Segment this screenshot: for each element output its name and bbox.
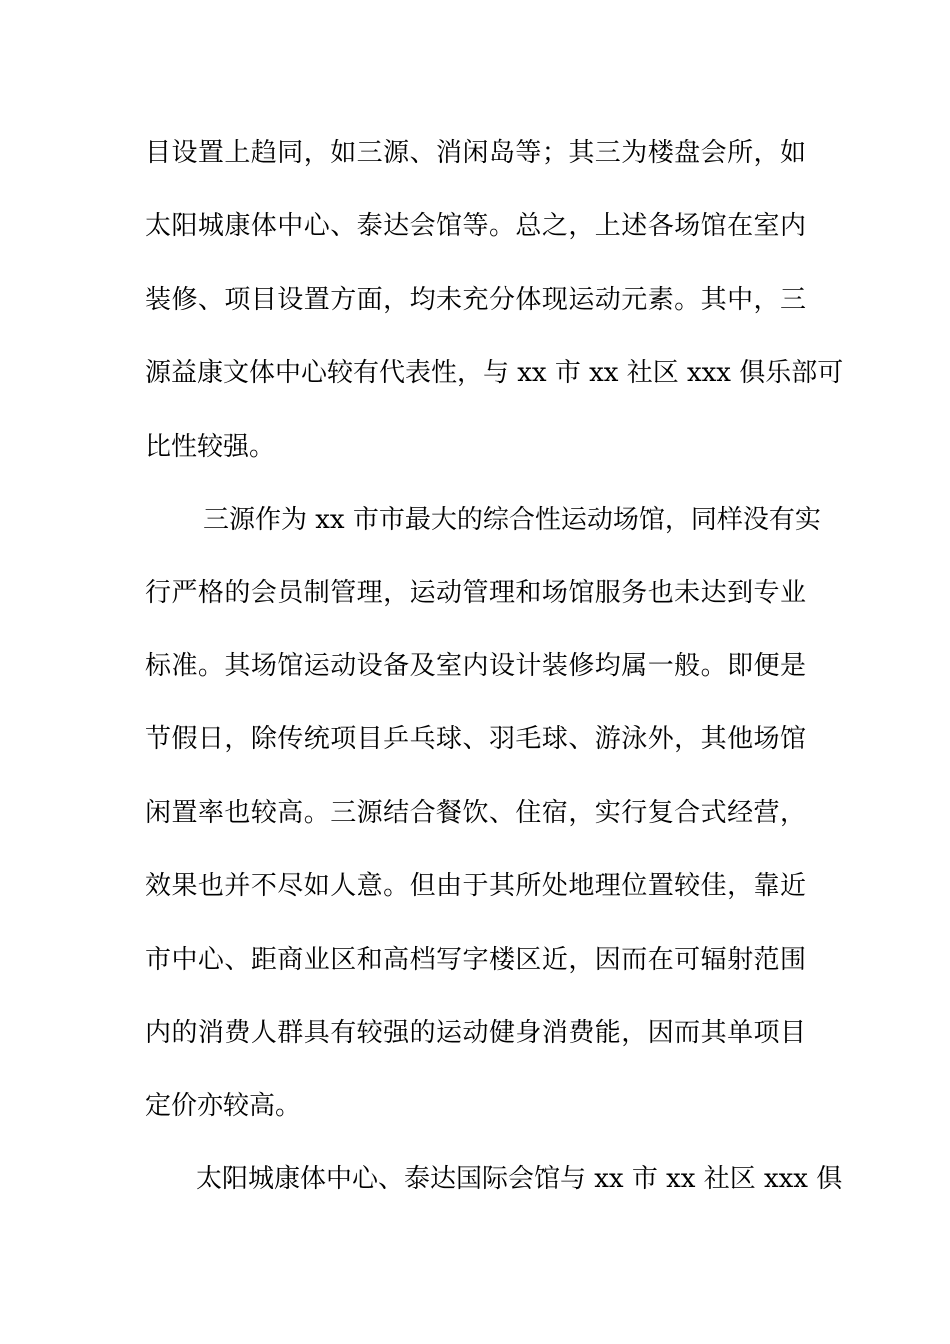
text-line: 比性较强。 [145, 432, 276, 462]
text-line: 源益康文体中心较有代表性，与 xx 市 xx 社区 xxx 俱乐部可 [145, 358, 844, 388]
text-line: 市中心、距商业区和高档写字楼区近，因而在可辐射范围 [145, 945, 806, 975]
text-line: 内的消费人群具有较强的运动健身消费能，因而其单项目 [145, 1018, 806, 1048]
text-line: 效果也并不尽如人意。但由于其所处地理位置较佳，靠近 [145, 871, 806, 901]
text-line: 目设置上趋同，如三源、消闲岛等；其三为楼盘会所，如 [145, 138, 806, 168]
paragraph-first-line: 太阳城康体中心、泰达国际会馆与 xx 市 xx 社区 xxx 俱 [196, 1164, 843, 1194]
text-line: 行严格的会员制管理，运动管理和场馆服务也未达到专业 [145, 578, 806, 608]
text-line: 节假日，除传统项目乒乓球、羽毛球、游泳外，其他场馆 [145, 724, 806, 754]
text-line: 装修、项目设置方面，均未充分体现运动元素。其中，三 [145, 285, 806, 315]
text-line: 太阳城康体中心、泰达会馆等。总之，上述各场馆在室内 [145, 211, 806, 241]
paragraph-first-line: 三源作为 xx 市市最大的综合性运动场馆，同样没有实 [203, 505, 821, 535]
text-line: 定价亦较高。 [145, 1091, 302, 1121]
text-line: 闲置率也较高。三源结合餐饮、住宿，实行复合式经营， [145, 798, 806, 828]
text-line: 标准。其场馆运动设备及室内设计装修均属一般。即便是 [145, 651, 806, 681]
